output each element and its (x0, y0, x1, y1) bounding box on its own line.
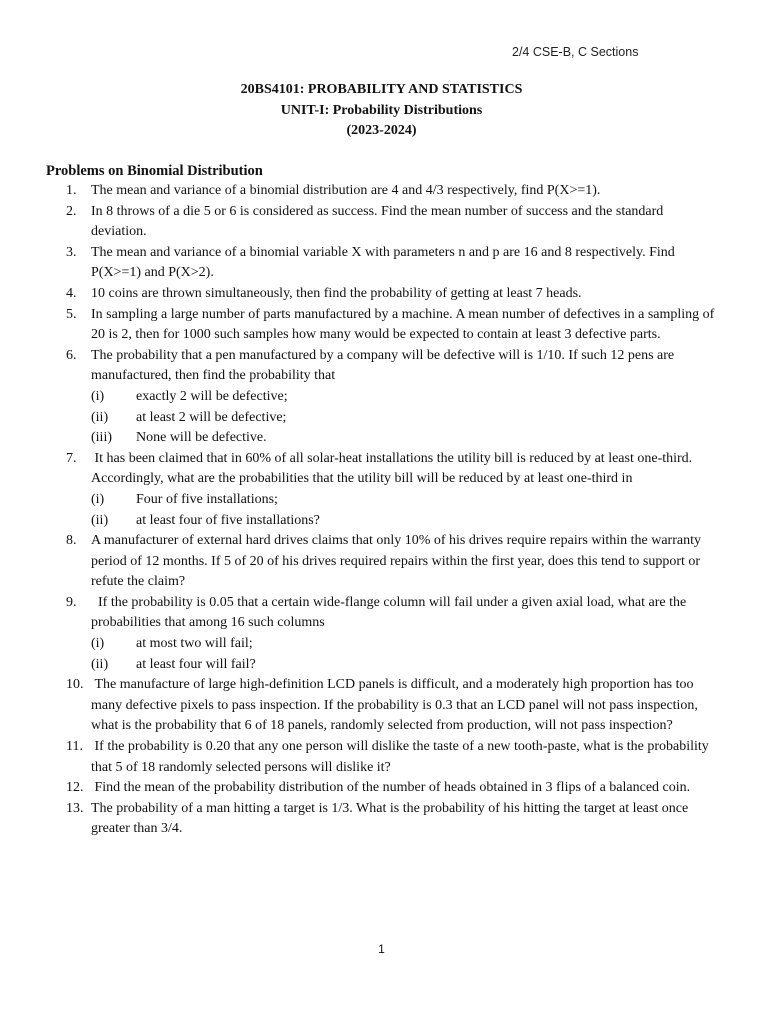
sub-question-text: exactly 2 will be defective; (136, 388, 288, 404)
sub-question-numeral: (ii) (91, 409, 109, 425)
sub-question (91, 490, 720, 511)
problem-list (0, 181, 768, 840)
problem-text: The mean and variance of a binomial variable X with parameters n and p are 16 and 8 respectively. Find P(X>=1) and P(X>2). (91, 244, 679, 281)
problem-item (0, 346, 768, 449)
sub-question (91, 511, 720, 532)
problem-number: 11. (66, 739, 83, 755)
sub-question-numeral: (i) (91, 491, 105, 507)
problem-item (0, 202, 768, 243)
sub-question-numeral: (i) (91, 388, 105, 404)
sub-question (91, 428, 720, 449)
problem-number: 10. (66, 677, 84, 693)
sub-question-numeral: (i) (91, 636, 105, 652)
sub-question (91, 387, 720, 408)
problem-text: It has been claimed that in 60% of all solar-heat installations the utility bill is reduced by at least one-third. Accordingly, what are the probabilities that the utility bill will be reduced by at least one-third in (91, 450, 695, 487)
problem-number: 3. (66, 244, 77, 260)
problem-number: 13. (66, 800, 84, 816)
problem-text: If the probability is 0.05 that a certain wide-flange column will fail under a given axial load, what are the probabilities that among 16 such columns (91, 594, 690, 631)
problem-number: 8. (66, 533, 77, 549)
problem-text: A manufacturer of external hard drives claims that only 10% of his drives require repairs within the warranty period of 12 months. If 5 of 20 of his drives required repairs within the first year, does this tend to support or refute the claim? (91, 533, 705, 590)
academic-year: (2023-2024) (346, 123, 417, 138)
problem-number: 2. (66, 203, 77, 219)
sub-question-text: Four of five installations; (136, 491, 278, 507)
problem-text: Find the mean of the probability distribution of the number of heads obtained in 3 flips of a balanced coin. (91, 780, 691, 796)
problem-number: 7. (66, 450, 77, 466)
problem-item (0, 593, 768, 675)
section-heading: Problems on Binomial Distribution (46, 163, 263, 179)
problem-item (0, 737, 768, 778)
problem-number: 1. (66, 183, 77, 198)
problem-number: 6. (66, 347, 77, 363)
problem-item (0, 778, 768, 799)
page-number: 1 (378, 942, 385, 956)
problem-number: 9. (66, 594, 77, 610)
sub-question (91, 634, 720, 655)
sub-question-numeral: (ii) (91, 512, 109, 528)
sub-question-text: at least 2 will be defective; (136, 409, 287, 425)
problem-item (0, 284, 768, 305)
sub-question-numeral: (iii) (91, 430, 112, 446)
problem-number: 5. (66, 306, 77, 322)
course-title: 20BS4101: PROBABILITY AND STATISTICS (240, 82, 523, 97)
sub-question-text: at least four will fail? (136, 656, 256, 672)
header-sections: 2/4 CSE-B, C Sections (512, 45, 639, 59)
problem-text: The probability that a pen manufactured by a company will be defective will is 1/10. If such 12 pens are manufactured, then find the probability that (91, 347, 678, 384)
problem-item (0, 675, 768, 737)
sub-question-numeral: (ii) (91, 656, 109, 672)
problem-item (0, 799, 768, 840)
problem-text: In 8 throws of a die 5 or 6 is considered as success. Find the mean number of success and the standard deviation. (91, 203, 667, 240)
sub-question (91, 408, 720, 429)
problem-item (0, 531, 768, 593)
problem-text: If the probability is 0.20 that any one person will dislike the taste of a new tooth-paste, what is the probability that 5 of 18 randomly selected persons will dislike it? (91, 739, 713, 775)
problem-item (0, 243, 768, 284)
sub-question-text: at least four of five installations? (136, 512, 320, 528)
problem-text: The manufacture of large high-definition LCD panels is difficult, and a moderately high proportion has too many defective pixels to pass inspection. If the probability is 0.3 that an LCD panel will not pass inspection, what is the probability that 6 of 18 panels, randomly selected from production, will not pass inspection? (91, 677, 702, 734)
problem-text: The mean and variance of a binomial distribution are 4 and 4/3 respectively, find P(X>=1). (91, 183, 601, 198)
sub-question-text: None will be defective. (136, 430, 267, 446)
problem-text: The probability of a man hitting a target is 1/3. What is the probability of his hitting the target at least once greater than 3/4. (91, 800, 692, 837)
problem-text: 10 coins are thrown simultaneously, then find the probability of getting at least 7 heads. (91, 285, 582, 301)
unit-title: UNIT-I: Probability Distributions (280, 102, 483, 118)
problem-number: 12. (66, 780, 84, 796)
problem-number: 4. (66, 285, 77, 301)
sub-question-text: at most two will fail; (136, 636, 253, 652)
problem-item (0, 305, 768, 346)
problem-item (0, 449, 768, 531)
problem-text: In sampling a large number of parts manufactured by a machine. A mean number of defectives in a sampling of 20 is 2, then for 1000 such samples how many would be expected to contain at least 3 defective parts. (91, 306, 718, 343)
title-block (0, 80, 763, 142)
problem-item (0, 181, 768, 202)
sub-question (91, 655, 720, 676)
